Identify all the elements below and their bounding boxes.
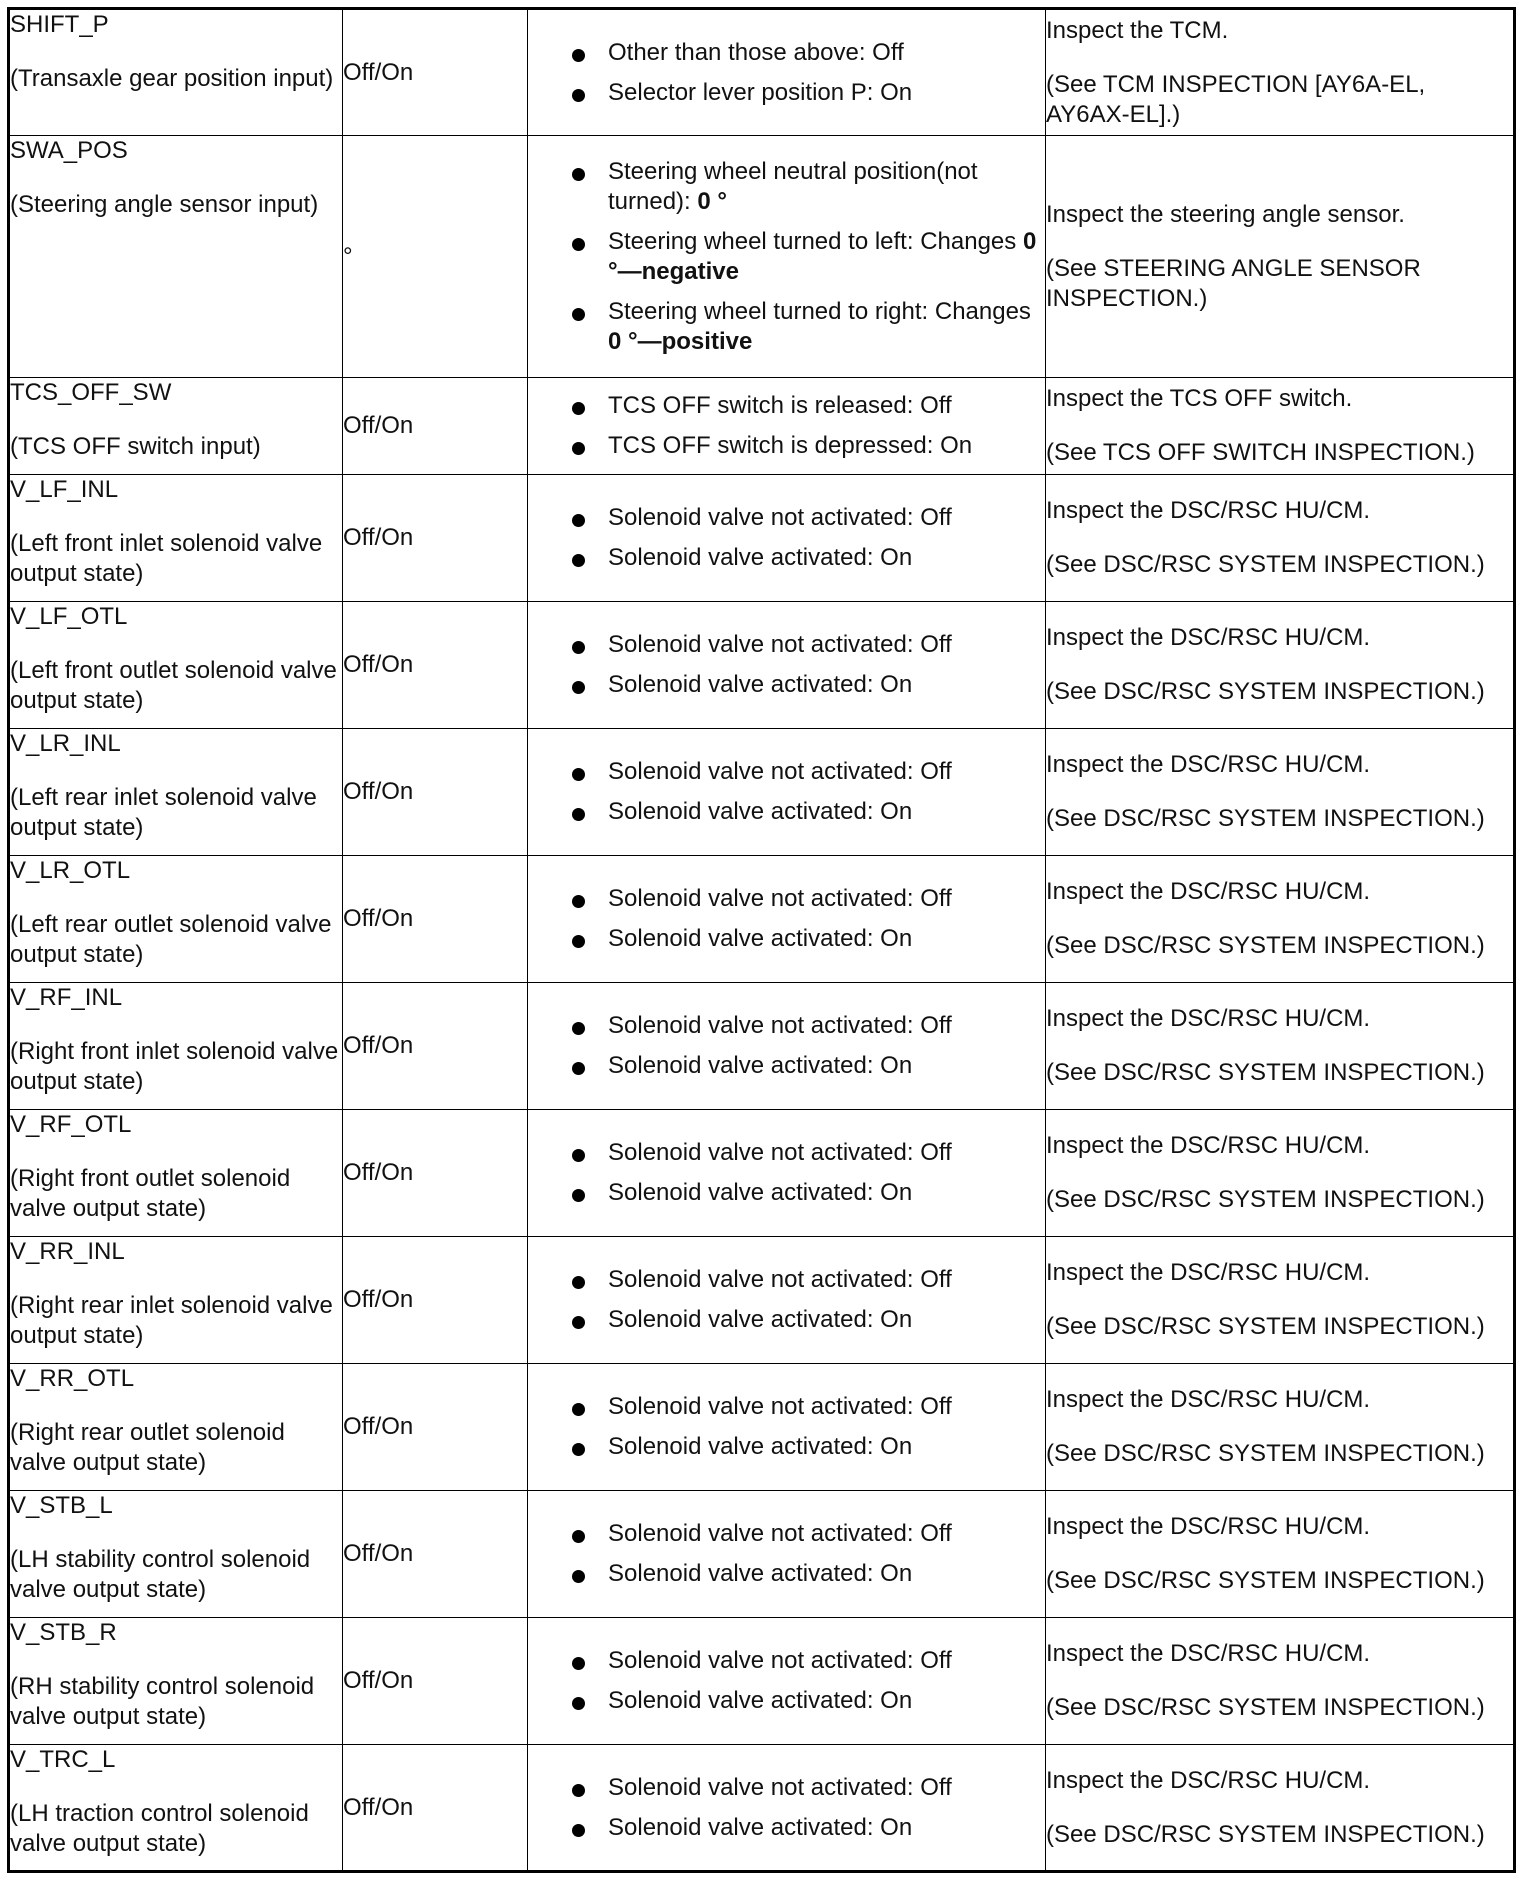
table-row bbox=[9, 602, 1515, 729]
pid-description: (Right front outlet solenoid valve output state) bbox=[10, 1165, 291, 1222]
condition-list bbox=[528, 503, 1045, 573]
condition-cell bbox=[528, 856, 1046, 983]
pid-cell bbox=[9, 1364, 343, 1491]
condition-item bbox=[528, 1646, 1045, 1676]
bullet-icon bbox=[572, 641, 585, 654]
condition-item bbox=[528, 1265, 1045, 1295]
table-body bbox=[9, 9, 1515, 1872]
condition-value: 0 ° bbox=[697, 187, 728, 215]
condition-cell bbox=[528, 475, 1046, 602]
unit-cell: Off/On bbox=[343, 1491, 528, 1618]
bullet-icon bbox=[572, 402, 585, 415]
pid-name: V_RF_OTL bbox=[10, 1111, 132, 1138]
action-text: Inspect the DSC/RSC HU/CM. bbox=[1046, 1766, 1371, 1794]
pid-cell bbox=[9, 1618, 343, 1745]
condition-text: Steering wheel turned to right: Changes bbox=[608, 297, 1031, 325]
condition-text: Solenoid valve not activated: Off bbox=[608, 504, 952, 531]
condition-item bbox=[528, 431, 1045, 461]
condition-item bbox=[528, 1686, 1045, 1716]
condition-value: 0 °—positive bbox=[608, 327, 753, 355]
condition-text: Solenoid valve not activated: Off bbox=[608, 631, 952, 658]
action-text: Inspect the DSC/RSC HU/CM. bbox=[1046, 878, 1371, 905]
bullet-icon bbox=[572, 808, 585, 821]
bullet-icon bbox=[572, 1022, 585, 1035]
table-row bbox=[9, 136, 1515, 378]
action-cell bbox=[1046, 1491, 1515, 1618]
pid-cell bbox=[9, 602, 343, 729]
pid-name: V_LR_OTL bbox=[10, 857, 131, 884]
bullet-icon bbox=[572, 1149, 585, 1162]
condition-text: Solenoid valve not activated: Off bbox=[608, 1773, 952, 1801]
action-cell bbox=[1046, 856, 1515, 983]
pid-description: (Left front outlet solenoid valve output state) bbox=[10, 657, 337, 714]
pid-name: V_LF_INL bbox=[10, 476, 119, 503]
condition-cell bbox=[528, 1618, 1046, 1745]
bullet-icon bbox=[572, 768, 585, 781]
action-reference: (See DSC/RSC SYSTEM INSPECTION.) bbox=[1046, 1567, 1485, 1594]
bullet-icon bbox=[572, 554, 585, 567]
action-text: Inspect the DSC/RSC HU/CM. bbox=[1046, 624, 1371, 651]
bullet-icon bbox=[572, 895, 585, 908]
condition-list bbox=[528, 1138, 1045, 1208]
pid-description: (Right rear outlet solenoid valve output state) bbox=[10, 1419, 285, 1476]
condition-text: Solenoid valve activated: On bbox=[608, 1306, 913, 1333]
condition-text: Solenoid valve activated: On bbox=[608, 1433, 913, 1460]
condition-item bbox=[528, 1813, 1045, 1843]
condition-list bbox=[528, 1646, 1045, 1716]
unit-cell: Off/On bbox=[343, 1110, 528, 1237]
pid-description: (LH stability control solenoid valve output state) bbox=[10, 1546, 311, 1603]
condition-item bbox=[528, 1011, 1045, 1041]
condition-list bbox=[528, 157, 1045, 357]
condition-cell bbox=[528, 1491, 1046, 1618]
condition-item bbox=[528, 227, 1045, 287]
pid-description: (TCS OFF switch input) bbox=[10, 433, 261, 460]
bullet-icon bbox=[572, 1530, 585, 1543]
bullet-icon bbox=[572, 308, 585, 321]
condition-item bbox=[528, 297, 1045, 357]
action-reference: (See DSC/RSC SYSTEM INSPECTION.) bbox=[1046, 1820, 1485, 1848]
unit-cell: Off/On bbox=[343, 1364, 528, 1491]
table-row bbox=[9, 856, 1515, 983]
bullet-icon bbox=[572, 681, 585, 694]
condition-cell bbox=[528, 136, 1046, 378]
condition-item bbox=[528, 1432, 1045, 1462]
bullet-icon bbox=[572, 1697, 585, 1710]
condition-text: Selector lever position P: On bbox=[608, 78, 913, 106]
bullet-icon bbox=[572, 168, 585, 181]
action-reference: (See DSC/RSC SYSTEM INSPECTION.) bbox=[1046, 1440, 1485, 1467]
action-cell bbox=[1046, 1237, 1515, 1364]
pid-name: V_STB_R bbox=[10, 1619, 117, 1646]
bullet-icon bbox=[572, 89, 585, 102]
condition-list bbox=[528, 757, 1045, 827]
action-text: Inspect the DSC/RSC HU/CM. bbox=[1046, 1005, 1371, 1032]
pid-cell bbox=[9, 1491, 343, 1618]
action-text: Inspect the DSC/RSC HU/CM. bbox=[1046, 1640, 1371, 1667]
unit-cell: Off/On bbox=[343, 729, 528, 856]
pid-description: (LH traction control solenoid valve output state) bbox=[10, 1800, 309, 1857]
bullet-icon bbox=[572, 49, 585, 62]
unit-cell: Off/On bbox=[343, 983, 528, 1110]
pid-name: V_LF_OTL bbox=[10, 603, 128, 630]
condition-item bbox=[528, 38, 1045, 68]
pid-cell bbox=[9, 983, 343, 1110]
table-row bbox=[9, 378, 1515, 475]
condition-item bbox=[528, 1305, 1045, 1335]
condition-text: Solenoid valve activated: On bbox=[608, 1052, 913, 1079]
action-reference: (See TCS OFF SWITCH INSPECTION.) bbox=[1046, 439, 1475, 466]
condition-text: Solenoid valve not activated: Off bbox=[608, 1647, 952, 1674]
action-reference: (See DSC/RSC SYSTEM INSPECTION.) bbox=[1046, 1059, 1485, 1086]
pid-inspection-table bbox=[7, 7, 1516, 1873]
action-cell bbox=[1046, 729, 1515, 856]
bullet-icon bbox=[572, 1824, 585, 1837]
unit-cell: Off/On bbox=[343, 9, 528, 136]
pid-cell bbox=[9, 856, 343, 983]
bullet-icon bbox=[572, 1403, 585, 1416]
pid-description: (Left rear inlet solenoid valve output state) bbox=[10, 784, 317, 841]
condition-text: Solenoid valve activated: On bbox=[608, 1813, 913, 1841]
table-row bbox=[9, 1237, 1515, 1364]
condition-item bbox=[528, 630, 1045, 660]
condition-cell bbox=[528, 378, 1046, 475]
pid-description: (Right front inlet solenoid valve output state) bbox=[10, 1038, 339, 1095]
condition-text: Solenoid valve activated: On bbox=[608, 925, 913, 952]
unit-cell: Off/On bbox=[343, 475, 528, 602]
pid-name: V_RR_OTL bbox=[10, 1365, 135, 1392]
pid-description: (Transaxle gear position input) bbox=[10, 65, 334, 92]
condition-item bbox=[528, 1051, 1045, 1081]
bullet-icon bbox=[572, 1570, 585, 1583]
condition-text: Solenoid valve not activated: Off bbox=[608, 1393, 952, 1420]
action-reference: (See DSC/RSC SYSTEM INSPECTION.) bbox=[1046, 678, 1485, 705]
unit-cell: Off/On bbox=[343, 1237, 528, 1364]
condition-text: Steering wheel turned to left: Changes bbox=[608, 227, 1023, 255]
pid-cell bbox=[9, 1110, 343, 1237]
action-text: Inspect the TCM. bbox=[1046, 16, 1229, 44]
condition-cell bbox=[528, 1745, 1046, 1872]
pid-description: (RH stability control solenoid valve output state) bbox=[10, 1673, 315, 1730]
action-reference: (See DSC/RSC SYSTEM INSPECTION.) bbox=[1046, 805, 1485, 832]
pid-cell bbox=[9, 1745, 343, 1872]
pid-description: (Right rear inlet solenoid valve output state) bbox=[10, 1292, 333, 1349]
action-cell bbox=[1046, 475, 1515, 602]
condition-text: Solenoid valve activated: On bbox=[608, 544, 913, 571]
unit-cell: Off/On bbox=[343, 1618, 528, 1745]
condition-list bbox=[528, 1773, 1045, 1843]
condition-item bbox=[528, 670, 1045, 700]
pid-name: SHIFT_P bbox=[10, 11, 109, 38]
bullet-icon bbox=[572, 1189, 585, 1202]
bullet-icon bbox=[572, 935, 585, 948]
pid-name: V_RF_INL bbox=[10, 984, 123, 1011]
action-cell bbox=[1046, 1745, 1515, 1872]
table-row bbox=[9, 1491, 1515, 1618]
condition-item bbox=[528, 1519, 1045, 1549]
table-row bbox=[9, 1745, 1515, 1872]
condition-list bbox=[528, 391, 1045, 461]
unit-cell: Off/On bbox=[343, 1745, 528, 1872]
action-text: Inspect the DSC/RSC HU/CM. bbox=[1046, 751, 1371, 778]
unit-cell: Off/On bbox=[343, 602, 528, 729]
condition-list bbox=[528, 630, 1045, 700]
pid-cell bbox=[9, 9, 343, 136]
condition-cell bbox=[528, 9, 1046, 136]
condition-item bbox=[528, 157, 1045, 217]
action-text: Inspect the steering angle sensor. bbox=[1046, 200, 1405, 228]
condition-text: Solenoid valve not activated: Off bbox=[608, 1012, 952, 1039]
bullet-icon bbox=[572, 442, 585, 455]
bullet-icon bbox=[572, 1316, 585, 1329]
condition-item bbox=[528, 1138, 1045, 1168]
pid-name: SWA_POS bbox=[10, 137, 128, 164]
condition-item bbox=[528, 884, 1045, 914]
condition-value: 0 °—negative bbox=[608, 227, 1037, 285]
condition-text: Solenoid valve activated: On bbox=[608, 1687, 913, 1714]
condition-text: Solenoid valve activated: On bbox=[608, 671, 913, 698]
condition-text: Steering wheel neutral position(not turned): bbox=[608, 157, 978, 215]
condition-text: Solenoid valve activated: On bbox=[608, 798, 913, 825]
condition-cell bbox=[528, 1237, 1046, 1364]
bullet-icon bbox=[572, 1443, 585, 1456]
bullet-icon bbox=[572, 514, 585, 527]
table-row bbox=[9, 9, 1515, 136]
condition-cell bbox=[528, 983, 1046, 1110]
action-reference: (See DSC/RSC SYSTEM INSPECTION.) bbox=[1046, 932, 1485, 959]
condition-list bbox=[528, 1011, 1045, 1081]
condition-item bbox=[528, 503, 1045, 533]
condition-list bbox=[528, 38, 1045, 108]
action-cell bbox=[1046, 1618, 1515, 1745]
condition-list bbox=[528, 1265, 1045, 1335]
bullet-icon bbox=[572, 1784, 585, 1797]
table-row bbox=[9, 729, 1515, 856]
condition-item bbox=[528, 1773, 1045, 1803]
action-reference: (See DSC/RSC SYSTEM INSPECTION.) bbox=[1046, 1313, 1485, 1340]
condition-text: Solenoid valve activated: On bbox=[608, 1560, 913, 1587]
condition-list bbox=[528, 1392, 1045, 1462]
bullet-icon bbox=[572, 1062, 585, 1075]
condition-text: Solenoid valve not activated: Off bbox=[608, 1139, 952, 1166]
action-text: Inspect the DSC/RSC HU/CM. bbox=[1046, 1386, 1371, 1413]
table-row bbox=[9, 1110, 1515, 1237]
action-reference: (See DSC/RSC SYSTEM INSPECTION.) bbox=[1046, 551, 1485, 578]
table-row bbox=[9, 475, 1515, 602]
condition-text: TCS OFF switch is depressed: On bbox=[608, 432, 973, 459]
unit-cell: Off/On bbox=[343, 856, 528, 983]
bullet-icon bbox=[572, 1657, 585, 1670]
condition-item bbox=[528, 543, 1045, 573]
condition-item bbox=[528, 797, 1045, 827]
pid-description: (Left front inlet solenoid valve output state) bbox=[10, 530, 323, 587]
condition-item bbox=[528, 1178, 1045, 1208]
action-cell bbox=[1046, 1364, 1515, 1491]
condition-list bbox=[528, 884, 1045, 954]
action-cell bbox=[1046, 602, 1515, 729]
condition-text: Solenoid valve not activated: Off bbox=[608, 1266, 952, 1293]
action-cell bbox=[1046, 9, 1515, 136]
condition-text: Solenoid valve activated: On bbox=[608, 1179, 913, 1206]
pid-cell bbox=[9, 475, 343, 602]
table-row bbox=[9, 1364, 1515, 1491]
condition-text: Solenoid valve not activated: Off bbox=[608, 758, 952, 785]
action-text: Inspect the DSC/RSC HU/CM. bbox=[1046, 1132, 1371, 1159]
unit-cell: ° bbox=[343, 136, 528, 378]
condition-item bbox=[528, 757, 1045, 787]
pid-cell bbox=[9, 1237, 343, 1364]
unit-cell: Off/On bbox=[343, 378, 528, 475]
action-text: Inspect the TCS OFF switch. bbox=[1046, 385, 1353, 412]
pid-name: V_LR_INL bbox=[10, 730, 121, 757]
table-row bbox=[9, 983, 1515, 1110]
condition-item bbox=[528, 391, 1045, 421]
condition-item bbox=[528, 1392, 1045, 1422]
condition-cell bbox=[528, 729, 1046, 856]
action-reference: (See TCM INSPECTION [AY6A-EL, AY6AX-EL].) bbox=[1046, 70, 1426, 128]
bullet-icon bbox=[572, 238, 585, 251]
pid-cell bbox=[9, 378, 343, 475]
condition-cell bbox=[528, 602, 1046, 729]
pid-description: (Steering angle sensor input) bbox=[10, 191, 319, 218]
action-cell bbox=[1046, 378, 1515, 475]
condition-cell bbox=[528, 1110, 1046, 1237]
pid-name: TCS_OFF_SW bbox=[10, 379, 172, 406]
action-cell bbox=[1046, 1110, 1515, 1237]
action-text: Inspect the DSC/RSC HU/CM. bbox=[1046, 1259, 1371, 1286]
condition-item bbox=[528, 78, 1045, 108]
condition-text: TCS OFF switch is released: Off bbox=[608, 392, 952, 419]
pid-name: V_RR_INL bbox=[10, 1238, 125, 1265]
condition-list bbox=[528, 1519, 1045, 1589]
action-text: Inspect the DSC/RSC HU/CM. bbox=[1046, 1513, 1371, 1540]
action-cell bbox=[1046, 136, 1515, 378]
condition-item bbox=[528, 924, 1045, 954]
action-cell bbox=[1046, 983, 1515, 1110]
pid-cell bbox=[9, 729, 343, 856]
condition-text: Solenoid valve not activated: Off bbox=[608, 885, 952, 912]
pid-description: (Left rear outlet solenoid valve output state) bbox=[10, 911, 332, 968]
condition-cell bbox=[528, 1364, 1046, 1491]
action-reference: (See DSC/RSC SYSTEM INSPECTION.) bbox=[1046, 1186, 1485, 1213]
action-reference: (See STEERING ANGLE SENSOR INSPECTION.) bbox=[1046, 254, 1421, 312]
bullet-icon bbox=[572, 1276, 585, 1289]
condition-text: Solenoid valve not activated: Off bbox=[608, 1520, 952, 1547]
pid-cell bbox=[9, 136, 343, 378]
action-reference: (See DSC/RSC SYSTEM INSPECTION.) bbox=[1046, 1694, 1485, 1721]
action-text: Inspect the DSC/RSC HU/CM. bbox=[1046, 497, 1371, 524]
condition-text: Other than those above: Off bbox=[608, 38, 904, 66]
condition-item bbox=[528, 1559, 1045, 1589]
pid-name: V_TRC_L bbox=[10, 1746, 116, 1773]
pid-name: V_STB_L bbox=[10, 1492, 113, 1519]
table-row bbox=[9, 1618, 1515, 1745]
